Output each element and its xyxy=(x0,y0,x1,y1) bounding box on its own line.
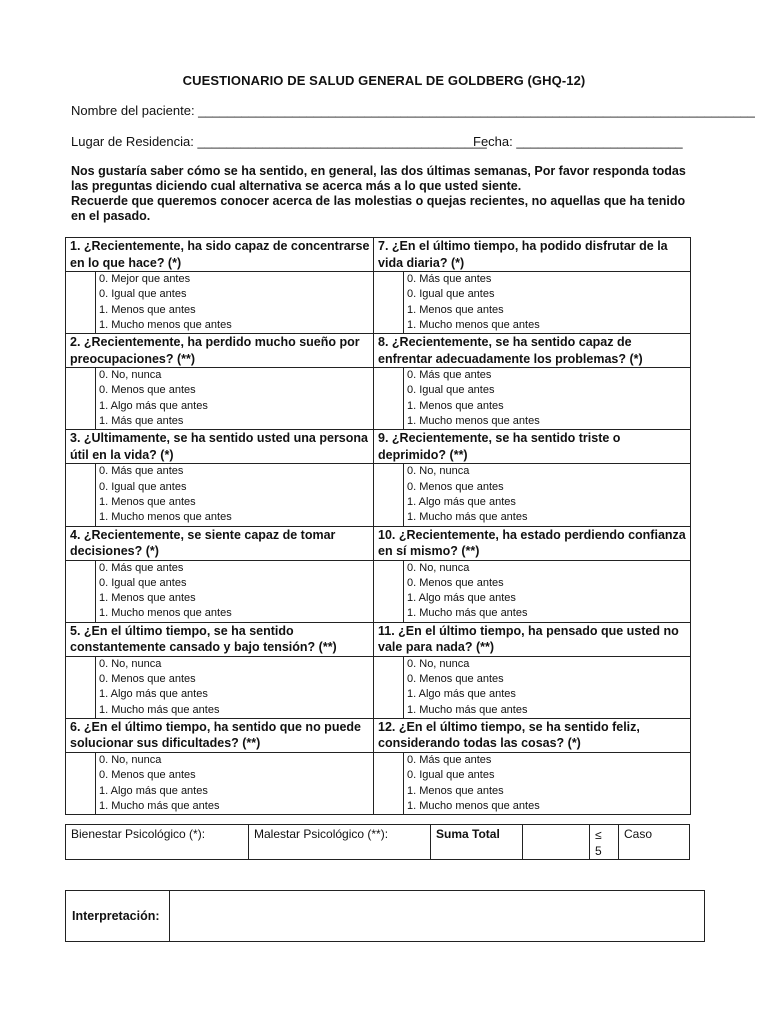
answer-option[interactable]: 1. Mucho menos que antes xyxy=(407,415,540,428)
caso-label: Caso xyxy=(619,825,690,860)
question-options-row xyxy=(66,656,691,718)
answer-mark-cell[interactable] xyxy=(66,464,96,526)
question-text: 7. ¿En el último tiempo, ha podido disfrutar de la vida diaria? (*) xyxy=(374,238,691,272)
answer-option[interactable]: 0. Más que antes xyxy=(407,273,492,285)
answer-mark-cell[interactable] xyxy=(66,560,96,622)
answer-mark-cell[interactable] xyxy=(66,272,96,334)
lugar-residencia-field[interactable]: Lugar de Residencia: ________________________________________ xyxy=(71,134,487,149)
options-list xyxy=(96,560,374,622)
threshold-cell xyxy=(590,825,619,860)
options-list xyxy=(96,272,374,334)
options-list xyxy=(404,752,691,814)
answer-option[interactable]: 1. Algo más que antes xyxy=(407,688,516,701)
answer-option[interactable]: 1. Algo más que antes xyxy=(99,399,208,412)
answer-option[interactable]: 0. No, nunca xyxy=(407,465,470,478)
question-text: 3. ¿Ultimamente, se ha sentido usted una persona útil en la vida? (*) xyxy=(66,430,374,464)
question-options-row xyxy=(66,752,691,814)
answer-option[interactable]: 1. Algo más que antes xyxy=(407,495,516,508)
fecha-field[interactable]: Fecha: _______________________ xyxy=(473,134,683,149)
answer-mark-cell[interactable] xyxy=(66,752,96,814)
question-text: 11. ¿En el último tiempo, ha pensado que usted no vale para nada? (**) xyxy=(374,622,691,656)
answer-option[interactable]: 0. No, nunca xyxy=(407,657,470,670)
options-list xyxy=(96,368,374,430)
answer-option[interactable]: 1. Menos que antes xyxy=(99,495,196,508)
answer-option[interactable]: 1. Mucho más que antes xyxy=(99,703,220,716)
answer-option[interactable]: 1. Más que antes xyxy=(99,415,184,428)
answer-option[interactable]: 1. Mucho menos que antes xyxy=(407,799,540,812)
answer-option[interactable]: 0. No, nunca xyxy=(99,369,162,382)
answer-option[interactable]: 1. Algo más que antes xyxy=(407,592,516,605)
answer-option[interactable]: 0. Mejor que antes xyxy=(99,273,191,285)
answer-mark-cell[interactable] xyxy=(374,752,404,814)
answer-option[interactable]: 0. Más que antes xyxy=(407,369,492,382)
suma-total-label: Suma Total xyxy=(431,825,523,860)
answer-option[interactable]: 1. Mucho menos que antes xyxy=(407,318,540,331)
answer-option[interactable]: 0. Igual que antes xyxy=(407,288,495,301)
question-text: 8. ¿Recientemente, se ha sentido capaz de enfrentar adecuadamente los problemas? (*) xyxy=(374,334,691,368)
question-text: 2. ¿Recientemente, ha perdido mucho sueño por preocupaciones? (**) xyxy=(66,334,374,368)
answer-option[interactable]: 0. Menos que antes xyxy=(99,384,196,397)
question-options-row xyxy=(66,272,691,334)
summary-row xyxy=(66,825,690,860)
question-text: 10. ¿Recientemente, ha estado perdiendo confianza en sí mismo? (**) xyxy=(374,526,691,560)
options-list xyxy=(404,272,691,334)
answer-option[interactable]: 1. Mucho más que antes xyxy=(407,703,528,716)
answer-option[interactable]: 1. Algo más que antes xyxy=(99,784,208,797)
question-text: 4. ¿Recientemente, se siente capaz de tomar decisiones? (*) xyxy=(66,526,374,560)
answer-mark-cell[interactable] xyxy=(374,656,404,718)
questions-table xyxy=(65,237,691,815)
answer-option[interactable]: 0. No, nunca xyxy=(99,657,162,670)
answer-mark-cell[interactable] xyxy=(374,560,404,622)
question-options-row xyxy=(66,560,691,622)
answer-mark-cell[interactable] xyxy=(66,368,96,430)
answer-option[interactable]: 1. Menos que antes xyxy=(407,399,504,412)
options-list xyxy=(404,464,691,526)
options-list xyxy=(96,464,374,526)
answer-mark-cell[interactable] xyxy=(374,272,404,334)
instructions-paragraph-2: Recuerde que queremos conocer acerca de las molestias o quejas recientes, no aquellas que ha tenido en el pasado. xyxy=(71,194,686,223)
options-list xyxy=(404,560,691,622)
answer-option[interactable]: 0. Menos que antes xyxy=(407,576,504,589)
answer-option[interactable]: 0. Más que antes xyxy=(99,465,184,478)
nombre-paciente-field[interactable]: Nombre del paciente: _____________________________________________________________________________ xyxy=(71,103,755,118)
threshold-value: 5 xyxy=(595,844,602,858)
answer-option[interactable]: 1. Mucho más que antes xyxy=(99,799,220,812)
answer-option[interactable]: 0. Menos que antes xyxy=(407,480,504,493)
answer-option[interactable]: 1. Mucho más que antes xyxy=(407,607,528,620)
answer-option[interactable]: 1. Mucho menos que antes xyxy=(99,511,232,524)
answer-option[interactable]: 1. Mucho más que antes xyxy=(407,511,528,524)
answer-option[interactable]: 0. Igual que antes xyxy=(99,288,187,301)
answer-option[interactable]: 1. Menos que antes xyxy=(99,592,196,605)
question-options-row xyxy=(66,464,691,526)
options-list xyxy=(404,656,691,718)
summary-table xyxy=(65,824,690,860)
options-list xyxy=(96,752,374,814)
instructions-paragraph-1: Nos gustaría saber cómo se ha sentido, en general, las dos últimas semanas, Por favor responda todas las preguntas diciendo cual alternativa se acerca más a lo que usted siente. xyxy=(71,164,686,193)
interpretation-table xyxy=(65,890,705,942)
interpretation-label: Interpretación: xyxy=(66,891,170,942)
options-list xyxy=(404,368,691,430)
question-header-row xyxy=(66,526,691,560)
question-text: 12. ¿En el último tiempo, se ha sentido feliz, considerando todas las cosas? (*) xyxy=(374,718,691,752)
question-text: 9. ¿Recientemente, se ha sentido triste o deprimido? (**) xyxy=(374,430,691,464)
answer-option[interactable]: 0. Menos que antes xyxy=(99,769,196,782)
question-header-row xyxy=(66,430,691,464)
answer-option[interactable]: 1. Mucho menos que antes xyxy=(99,318,232,331)
answer-option[interactable]: 0. Igual que antes xyxy=(407,384,495,397)
interpretation-input[interactable] xyxy=(170,891,705,942)
answer-option[interactable]: 0. Menos que antes xyxy=(407,673,504,686)
instructions xyxy=(71,164,701,224)
answer-option[interactable]: 1. Algo más que antes xyxy=(99,688,208,701)
answer-option[interactable]: 0. No, nunca xyxy=(99,753,162,766)
answer-option[interactable]: 0. Igual que antes xyxy=(99,480,187,493)
malestar-cell[interactable]: Malestar Psicológico (**): xyxy=(249,825,431,860)
options-list xyxy=(96,656,374,718)
answer-option[interactable]: 1. Menos que antes xyxy=(99,303,196,316)
question-header-row xyxy=(66,238,691,272)
question-text: 6. ¿En el último tiempo, ha sentido que no puede solucionar sus dificultades? (**) xyxy=(66,718,374,752)
document-title: CUESTIONARIO DE SALUD GENERAL DE GOLDBERG (GHQ-12) xyxy=(182,73,586,88)
question-text: 1. ¿Recientemente, ha sido capaz de concentrarse en lo que hace? (*) xyxy=(66,238,374,272)
suma-total-value-cell[interactable] xyxy=(523,825,590,860)
answer-option[interactable]: 0. No, nunca xyxy=(407,561,470,574)
answer-mark-cell[interactable] xyxy=(374,464,404,526)
less-equal-symbol: ≤ xyxy=(595,828,602,842)
answer-mark-cell[interactable] xyxy=(66,656,96,718)
answer-option[interactable]: 0. Más que antes xyxy=(99,561,184,574)
question-text: 5. ¿En el último tiempo, se ha sentido constantemente cansado y bajo tensión? (**) xyxy=(66,622,374,656)
question-header-row xyxy=(66,334,691,368)
answer-option[interactable]: 1. Mucho menos que antes xyxy=(99,607,232,620)
answer-option[interactable]: 0. Igual que antes xyxy=(99,576,187,589)
bienestar-cell[interactable]: Bienestar Psicológico (*): xyxy=(66,825,249,860)
question-header-row xyxy=(66,718,691,752)
answer-option[interactable]: 0. Más que antes xyxy=(407,753,492,766)
answer-mark-cell[interactable] xyxy=(374,368,404,430)
question-header-row xyxy=(66,622,691,656)
answer-option[interactable]: 0. Menos que antes xyxy=(99,673,196,686)
answer-option[interactable]: 0. Igual que antes xyxy=(407,769,495,782)
answer-option[interactable]: 1. Menos que antes xyxy=(407,784,504,797)
question-options-row xyxy=(66,368,691,430)
answer-option[interactable]: 1. Menos que antes xyxy=(407,303,504,316)
